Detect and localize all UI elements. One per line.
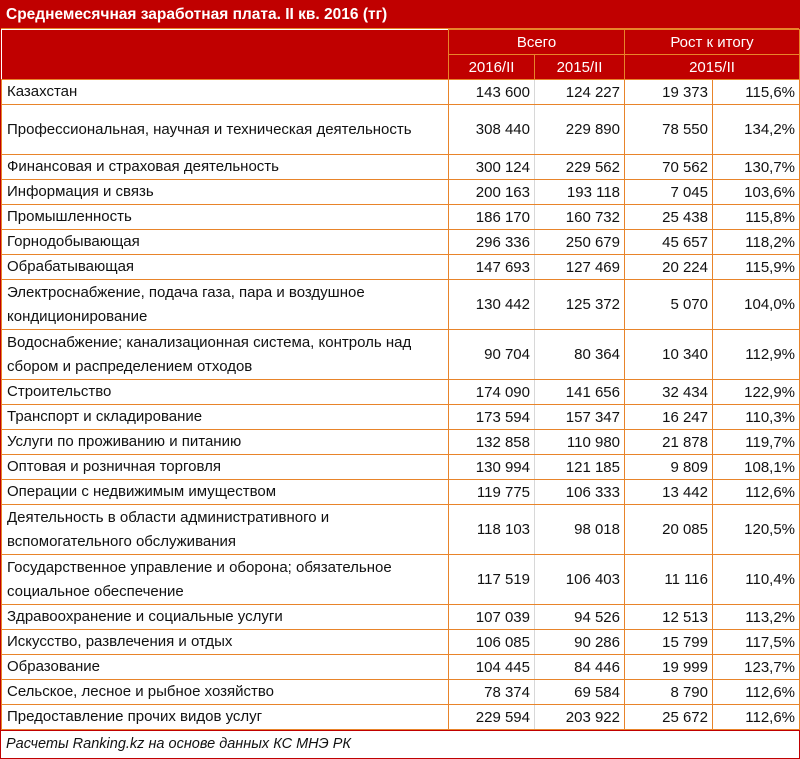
value-2015: 124 227 (535, 80, 625, 105)
table-row (2, 205, 800, 230)
growth-percent: 123,7% (713, 655, 800, 680)
value-2015: 94 526 (535, 605, 625, 630)
row-label: Услуги по проживанию и питанию (2, 430, 449, 455)
growth-percent: 103,6% (713, 180, 800, 205)
growth-percent: 110,4% (713, 555, 800, 605)
growth-diff: 70 562 (625, 155, 713, 180)
table-row (2, 430, 800, 455)
value-2016: 308 440 (449, 105, 535, 155)
value-2016: 78 374 (449, 680, 535, 705)
growth-diff: 78 550 (625, 105, 713, 155)
growth-percent: 122,9% (713, 380, 800, 405)
value-2016: 186 170 (449, 205, 535, 230)
growth-diff: 8 790 (625, 680, 713, 705)
row-label: Оптовая и розничная торговля (2, 455, 449, 480)
growth-percent: 115,8% (713, 205, 800, 230)
growth-diff: 19 999 (625, 655, 713, 680)
value-2016: 296 336 (449, 230, 535, 255)
row-label: Государственное управление и оборона; обязательное социальное обеспечение (2, 555, 449, 605)
value-2016: 90 704 (449, 330, 535, 380)
growth-diff: 25 438 (625, 205, 713, 230)
value-2015: 106 403 (535, 555, 625, 605)
value-2016: 104 445 (449, 655, 535, 680)
value-2015: 229 890 (535, 105, 625, 155)
table-row (2, 555, 800, 605)
table-row (2, 405, 800, 430)
row-label: Предоставление прочих видов услуг (2, 705, 449, 730)
row-label: Деятельность в области административного и вспомогательного обслуживания (2, 505, 449, 555)
growth-diff: 9 809 (625, 455, 713, 480)
value-2015: 125 372 (535, 280, 625, 330)
row-label: Информация и связь (2, 180, 449, 205)
value-2015: 127 469 (535, 255, 625, 280)
row-label: Промышленность (2, 205, 449, 230)
row-label: Обрабатывающая (2, 255, 449, 280)
row-label: Искусство, развлечения и отдых (2, 630, 449, 655)
value-2015: 80 364 (535, 330, 625, 380)
growth-percent: 113,2% (713, 605, 800, 630)
growth-percent: 120,5% (713, 505, 800, 555)
growth-diff: 16 247 (625, 405, 713, 430)
growth-diff: 12 513 (625, 605, 713, 630)
row-label: Сельское, лесное и рыбное хозяйство (2, 680, 449, 705)
source-note: Расчеты Ranking.kz на основе данных КС МНЭ РК (1, 730, 799, 757)
growth-percent: 118,2% (713, 230, 800, 255)
value-2015: 229 562 (535, 155, 625, 180)
growth-percent: 112,6% (713, 705, 800, 730)
table-row (2, 655, 800, 680)
value-2016: 143 600 (449, 80, 535, 105)
row-label: Транспорт и складирование (2, 405, 449, 430)
value-2015: 157 347 (535, 405, 625, 430)
value-2016: 300 124 (449, 155, 535, 180)
growth-diff: 20 224 (625, 255, 713, 280)
growth-percent: 110,3% (713, 405, 800, 430)
growth-percent: 112,6% (713, 680, 800, 705)
row-label: Образование (2, 655, 449, 680)
row-label: Здравоохранение и социальные услуги (2, 605, 449, 630)
value-2015: 106 333 (535, 480, 625, 505)
value-2015: 98 018 (535, 505, 625, 555)
growth-diff: 11 116 (625, 555, 713, 605)
row-label: Горнодобывающая (2, 230, 449, 255)
growth-percent: 134,2% (713, 105, 800, 155)
header-row-groups (2, 30, 800, 55)
salary-table (1, 29, 800, 730)
growth-diff: 7 045 (625, 180, 713, 205)
growth-diff: 10 340 (625, 330, 713, 380)
table-row (2, 280, 800, 330)
value-2016: 130 442 (449, 280, 535, 330)
row-label: Операции с недвижимым имуществом (2, 480, 449, 505)
value-2016: 117 519 (449, 555, 535, 605)
value-2016: 119 775 (449, 480, 535, 505)
value-2015: 160 732 (535, 205, 625, 230)
row-label: Электроснабжение, подача газа, пара и воздушное кондиционирование (2, 280, 449, 330)
value-2016: 200 163 (449, 180, 535, 205)
growth-diff: 20 085 (625, 505, 713, 555)
header-total: Всего (449, 30, 625, 55)
growth-diff: 21 878 (625, 430, 713, 455)
value-2016: 147 693 (449, 255, 535, 280)
table-row (2, 630, 800, 655)
header-2015: 2015/II (535, 55, 625, 80)
growth-percent: 117,5% (713, 630, 800, 655)
row-label: Строительство (2, 380, 449, 405)
value-2016: 118 103 (449, 505, 535, 555)
value-2016: 132 858 (449, 430, 535, 455)
value-2015: 121 185 (535, 455, 625, 480)
header-2016: 2016/II (449, 55, 535, 80)
value-2015: 203 922 (535, 705, 625, 730)
table-row (2, 705, 800, 730)
row-label: Финансовая и страховая деятельность (2, 155, 449, 180)
growth-percent: 115,6% (713, 80, 800, 105)
growth-percent: 112,9% (713, 330, 800, 380)
value-2015: 110 980 (535, 430, 625, 455)
header-growth: Рост к итогу (625, 30, 800, 55)
value-2016: 130 994 (449, 455, 535, 480)
growth-percent: 119,7% (713, 430, 800, 455)
growth-percent: 130,7% (713, 155, 800, 180)
table-row (2, 480, 800, 505)
table-row (2, 230, 800, 255)
growth-diff: 32 434 (625, 380, 713, 405)
value-2016: 173 594 (449, 405, 535, 430)
table-row (2, 680, 800, 705)
table-row (2, 180, 800, 205)
value-2015: 250 679 (535, 230, 625, 255)
value-2015: 90 286 (535, 630, 625, 655)
growth-diff: 13 442 (625, 480, 713, 505)
value-2015: 193 118 (535, 180, 625, 205)
value-2016: 229 594 (449, 705, 535, 730)
value-2016: 106 085 (449, 630, 535, 655)
header-growth-2015: 2015/II (625, 55, 800, 80)
value-2016: 174 090 (449, 380, 535, 405)
row-label: Профессиональная, научная и техническая деятельность (2, 105, 449, 155)
table-row (2, 505, 800, 555)
value-2015: 69 584 (535, 680, 625, 705)
header-blank (2, 30, 449, 80)
growth-diff: 19 373 (625, 80, 713, 105)
table-row (2, 330, 800, 380)
table-row (2, 80, 800, 105)
value-2015: 141 656 (535, 380, 625, 405)
growth-percent: 112,6% (713, 480, 800, 505)
table-row (2, 605, 800, 630)
row-label: Водоснабжение; канализационная система, контроль над сбором и распределением отходов (2, 330, 449, 380)
table-row (2, 105, 800, 155)
value-2016: 107 039 (449, 605, 535, 630)
value-2015: 84 446 (535, 655, 625, 680)
table-row (2, 380, 800, 405)
table-row (2, 255, 800, 280)
growth-diff: 45 657 (625, 230, 713, 255)
table-row (2, 155, 800, 180)
growth-percent: 104,0% (713, 280, 800, 330)
growth-percent: 115,9% (713, 255, 800, 280)
table-title: Среднемесячная заработная плата. II кв. 2016 (тг) (1, 1, 799, 29)
growth-diff: 25 672 (625, 705, 713, 730)
table-row (2, 455, 800, 480)
growth-diff: 15 799 (625, 630, 713, 655)
row-label: Казахстан (2, 80, 449, 105)
growth-percent: 108,1% (713, 455, 800, 480)
growth-diff: 5 070 (625, 280, 713, 330)
